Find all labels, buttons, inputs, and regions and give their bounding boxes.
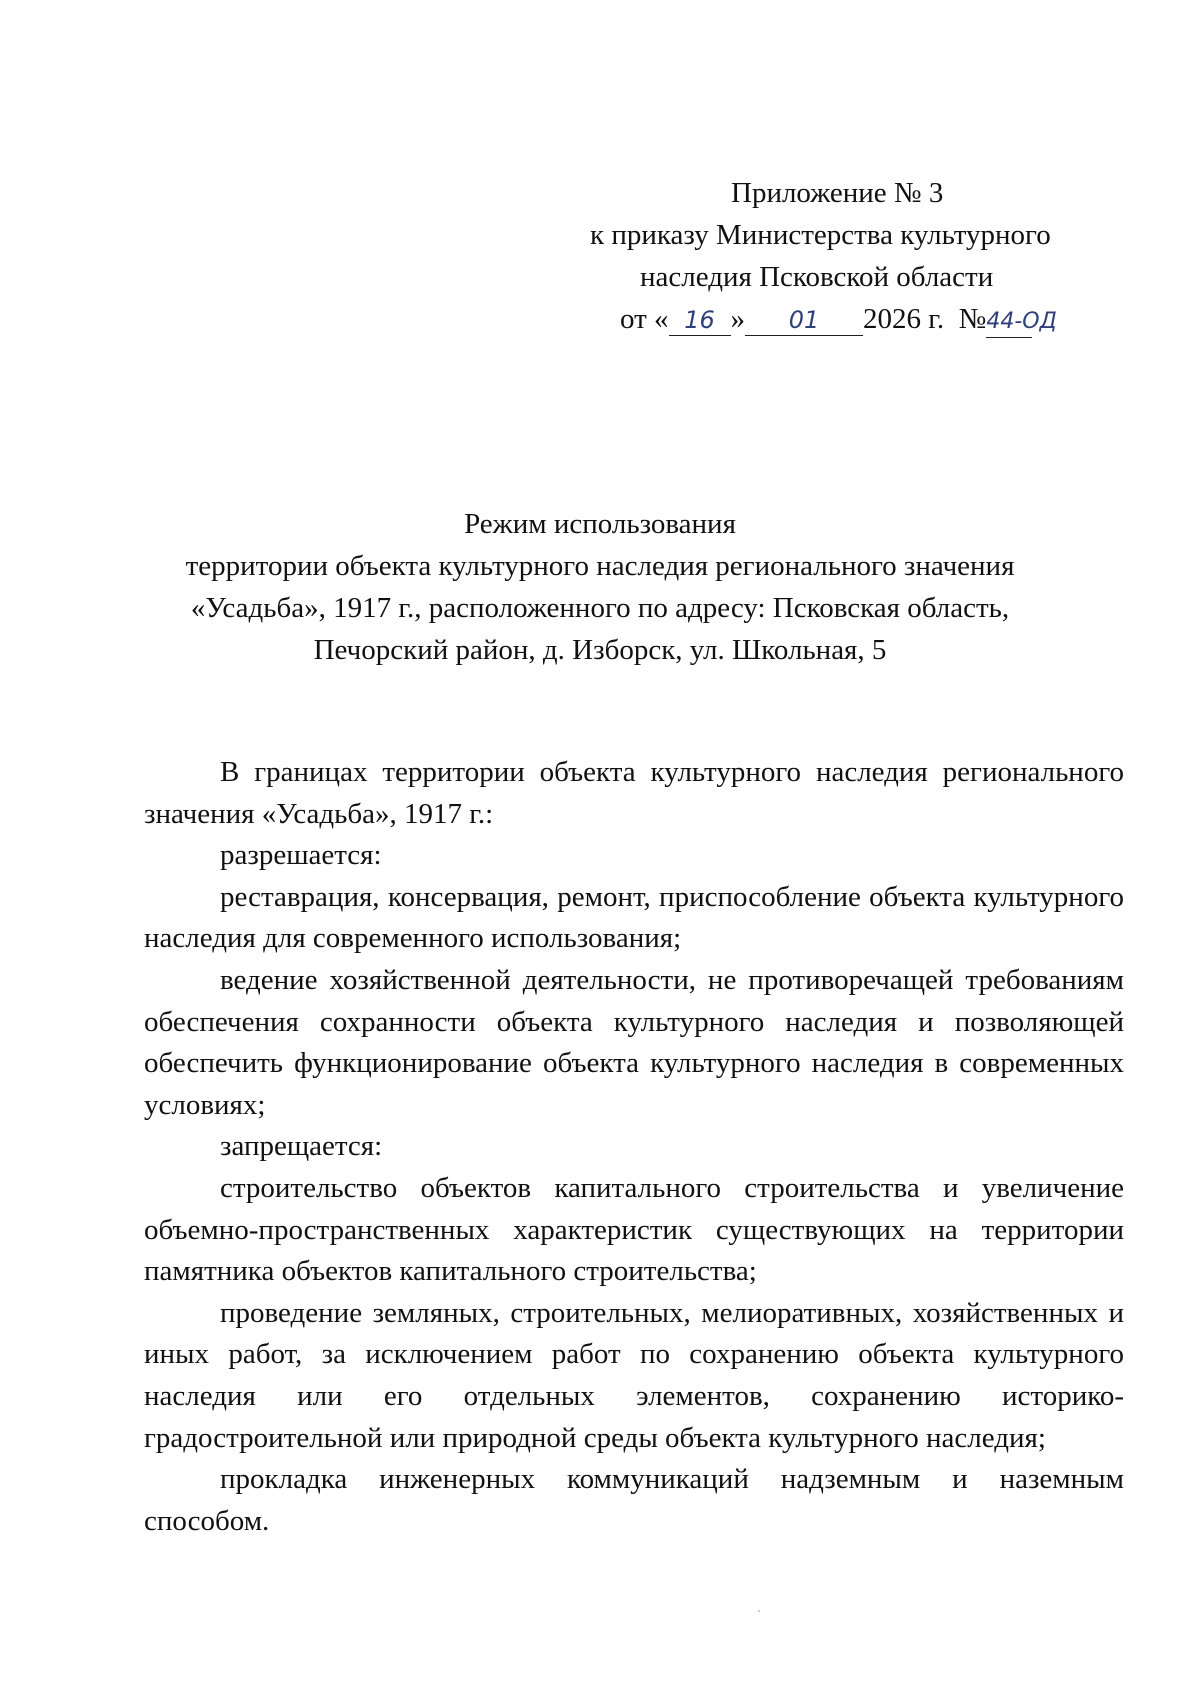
paragraph-intro: В границах территории объекта культурного наследия регионального значения «Усадьба», 1917 г.: (144, 756, 1124, 830)
appendix-ministry: наследия Псковской области (640, 261, 994, 293)
title-line-2: территории объекта культурного наследия регионального значения (185, 550, 1015, 582)
handwritten-number: 44-ОД (986, 307, 1032, 338)
appendix-header (590, 172, 1090, 340)
handwritten-day: 16 (669, 305, 731, 336)
appendix-number: Приложение № 3 (731, 177, 944, 209)
paragraph-allowed-economic-activity: ведение хозяйственной деятельности, не противоречащей требованиям обеспечения сохранности объекта культурного наследия и позволяющей обеспечить функционирование объекта культурного наследия в современных условиях; (144, 963, 1124, 1121)
paragraph-forbidden-utilities: прокладка инженерных коммуникаций надземным и наземным способом. (144, 1463, 1124, 1537)
document-title (0, 503, 1200, 671)
paragraph-forbidden-construction: строительство объектов капитального строительства и увеличение объемно-пространственных характеристик существующих на территории памятника объектов капитального строительства; (144, 1171, 1124, 1288)
document-body (144, 752, 1124, 1542)
appendix-order-ref: к приказу Министерства культурного (590, 219, 1051, 251)
number-prefix: № (958, 303, 987, 335)
paragraph-allowed-restoration: реставрация, консервация, ремонт, приспособление объекта культурного наследия для современного использования; (144, 880, 1124, 955)
scan-speck (758, 1610, 760, 1612)
date-prefix: от « (620, 303, 669, 335)
title-line-1: Режим использования (464, 508, 736, 540)
title-line-3: «Усадьба», 1917 г., расположенного по адресу: Псковская область, (190, 592, 1010, 624)
paragraph-allowed-heading: разрешается: (220, 839, 382, 872)
paragraph-forbidden-works: проведение земляных, строительных, мелиоративных, хозяйственных и иных работ, за исключением работ по сохранению объекта культурного наследия или его отдельных элементов, сохранению историко-градостроительной или природной среды объекта культурного наследия; (144, 1296, 1124, 1454)
date-mid: » (730, 303, 746, 335)
title-line-4: Печорский район, д. Изборск, ул. Школьная, 5 (313, 634, 887, 666)
paragraph-forbidden-heading: запрещается: (220, 1130, 383, 1163)
date-year: 2026 г. (863, 303, 945, 335)
appendix-date-line (590, 298, 1090, 340)
handwritten-month: 01 (745, 305, 863, 336)
